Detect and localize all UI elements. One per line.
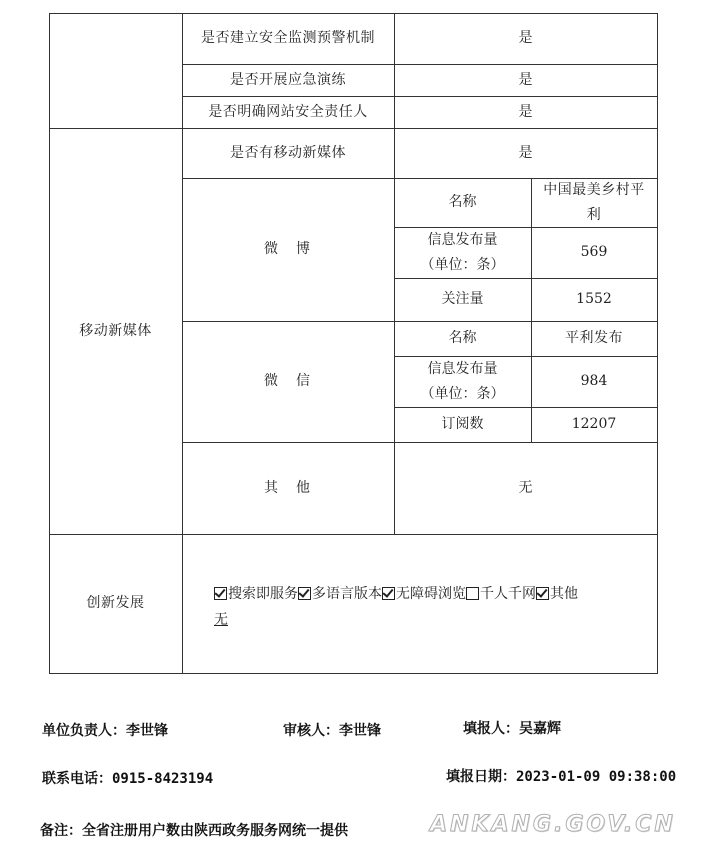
security-value-monitoring: 是 (518, 30, 533, 46)
innovation-option-search[interactable]: 搜索即服务 (214, 586, 298, 602)
checkbox-search[interactable] (214, 587, 227, 600)
security-label-drill: 是否开展应急演练 (230, 71, 346, 88)
security-value-drill: 是 (518, 71, 533, 88)
wechat-name-value: 平利发布 (565, 330, 623, 346)
other-media-label: 其 他 (264, 479, 312, 496)
weibo-label: 微 博 (264, 241, 312, 257)
innovation-option-multilang[interactable]: 多语言版本 (298, 586, 382, 602)
fill-date: 填报日期：2023-01-09 09:38:00 (446, 769, 677, 785)
other-media-value: 无 (518, 479, 533, 496)
innovation-option-accessibility[interactable]: 无障碍浏览 (382, 586, 466, 602)
checkbox-other[interactable] (536, 587, 549, 600)
weibo-name-label: 名称 (448, 194, 477, 210)
wechat-sub-value: 12207 (571, 416, 617, 432)
innovation-option-other[interactable]: 其他 (536, 586, 578, 602)
checkbox-personalized[interactable] (466, 587, 479, 600)
mobile-media-section-label: 移动新媒体 (79, 322, 152, 339)
weibo-count-value: 569 (580, 244, 608, 260)
security-label-monitoring: 是否建立安全监测预警机制 (201, 30, 375, 46)
security-label-responsible: 是否明确网站安全责任人 (208, 103, 368, 120)
security-value-responsible: 是 (518, 103, 533, 120)
wechat-count-value: 984 (580, 373, 608, 389)
weibo-follow-value: 1552 (576, 291, 612, 307)
wechat-name-label: 名称 (448, 330, 477, 346)
checkbox-accessibility[interactable] (382, 587, 395, 600)
remark: 备注：全省注册用户数由陕西政务服务网统一提供 (40, 823, 348, 839)
contact-phone: 联系电话：0915-8423194 (42, 771, 214, 787)
watermark-logo: ANKANG.GOV.CN (430, 812, 676, 837)
innovation-section-label: 创新发展 (86, 595, 145, 611)
innovation-option-personalized[interactable]: 千人千网 (466, 586, 536, 602)
wechat-label: 微 信 (264, 373, 312, 389)
wechat-sub-label: 订阅数 (441, 416, 484, 432)
has-mobile-media-label: 是否有移动新媒体 (230, 144, 346, 161)
weibo-name-value: 中国最美乡村平利 (543, 181, 645, 223)
innovation-other-value: 无 (214, 612, 228, 628)
wechat-count-label: 信息发布量（单位：条） (420, 360, 505, 402)
checkbox-multilang[interactable] (298, 587, 311, 600)
has-mobile-media-value: 是 (518, 144, 533, 161)
filler: 填报人：吴嘉辉 (463, 721, 561, 737)
weibo-count-label: 信息发布量（单位：条） (420, 231, 505, 273)
weibo-follow-label: 关注量 (441, 291, 484, 307)
reviewer: 审核人：李世锋 (283, 723, 381, 739)
innovation-options (214, 581, 654, 633)
unit-head: 单位负责人：李世锋 (42, 723, 168, 739)
